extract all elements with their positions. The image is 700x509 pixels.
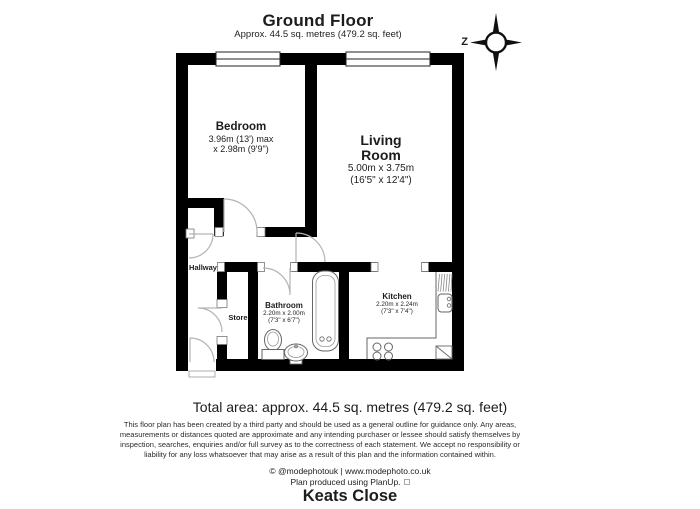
- bathroom-size-metric: 2.20m x 2.00m: [263, 310, 305, 317]
- credit-line: © @modephotouk | www.modephoto.co.uk: [269, 466, 431, 476]
- kitchen-fixtures: [367, 272, 452, 360]
- produced-by-text: Plan produced using PlanUp.: [290, 477, 401, 487]
- wall-store-left-upper: [217, 272, 227, 300]
- bedroom-size-metric: 3.96m (13') max: [208, 134, 274, 144]
- kitchen-size-metric: 2.20m x 2.24m: [376, 301, 418, 308]
- disclaimer-line-4: liability for any loss whatsoever that may arise as a result of this plan and the information contained within.: [144, 450, 496, 459]
- disclaimer-line-2: measurements or distances quoted are approximate and any intending purchaser or lessee should satisfy themselves by: [119, 430, 521, 439]
- bathtub: [313, 271, 339, 351]
- page-subtitle: Approx. 44.5 sq. metres (479.2 sq. feet): [234, 29, 402, 40]
- page-title: Ground Floor: [262, 11, 374, 30]
- wall-left: [176, 53, 188, 371]
- kitchen-counter: [367, 272, 436, 359]
- kitchen-size-imperial: (7'3" x 7'4"): [381, 308, 413, 315]
- address-title: Keats Close: [302, 487, 398, 505]
- disclaimer-line-3: inspection, searches, enquiries and/or full survey as to the correctness of each statement. We accept no responsibility or: [120, 440, 520, 449]
- bedroom-door-arc: [224, 199, 257, 232]
- produced-by-line: [0, 477, 700, 487]
- toilet: [262, 330, 284, 360]
- wall-store-left-lower: [217, 344, 227, 359]
- wall-bottom: [216, 359, 464, 371]
- kitchen-label-block: [367, 292, 427, 315]
- living-room-size-imperial: (16'5" x 12'4"): [350, 174, 412, 186]
- wall-bathroom-top: [292, 262, 377, 272]
- kitchen-sink: [438, 294, 452, 312]
- corner-unit: [436, 346, 452, 359]
- hallway-name: Hallway: [189, 263, 217, 272]
- living-room-size-metric: 5.00m x 3.75m: [347, 163, 415, 174]
- bathroom-name: Bathroom: [265, 301, 303, 310]
- bathroom-door-arc: [263, 268, 290, 295]
- living-room-name-line1: Living: [360, 132, 402, 148]
- bedroom-size-imperial: x 2.98m (9'9"): [213, 144, 269, 154]
- disclaimer-text: [0, 420, 640, 460]
- bathroom-label-block: [254, 301, 314, 324]
- bedroom-name: Bedroom: [215, 121, 267, 133]
- bathroom-size-imperial: (7'3" x 6'7"): [268, 317, 300, 324]
- bedroom-label-block: [166, 121, 316, 154]
- draining-board: [438, 274, 452, 292]
- planup-logo-placeholder: [404, 479, 410, 485]
- front-door-arc: [190, 338, 214, 362]
- living-room-label-block: [306, 133, 456, 186]
- wall-right: [452, 53, 464, 371]
- living-room-name-line2: Room: [361, 147, 401, 163]
- total-area-text: Total area: approx. 44.5 sq. metres (479.2 sq. feet): [192, 399, 508, 415]
- wall-bathroom-kitchen-divider: [339, 262, 349, 359]
- disclaimer-line-1: This floor plan has been created by a third party and should be used as a general outline for guidance only. Any areas,: [123, 420, 517, 429]
- living-room-door-arc: [296, 233, 325, 262]
- kitchen-name: Kitchen: [382, 292, 412, 301]
- compass-north-label: Z: [461, 36, 468, 48]
- store-name: Store: [228, 313, 248, 322]
- front-door-threshold: [189, 371, 215, 377]
- hob: [373, 343, 393, 360]
